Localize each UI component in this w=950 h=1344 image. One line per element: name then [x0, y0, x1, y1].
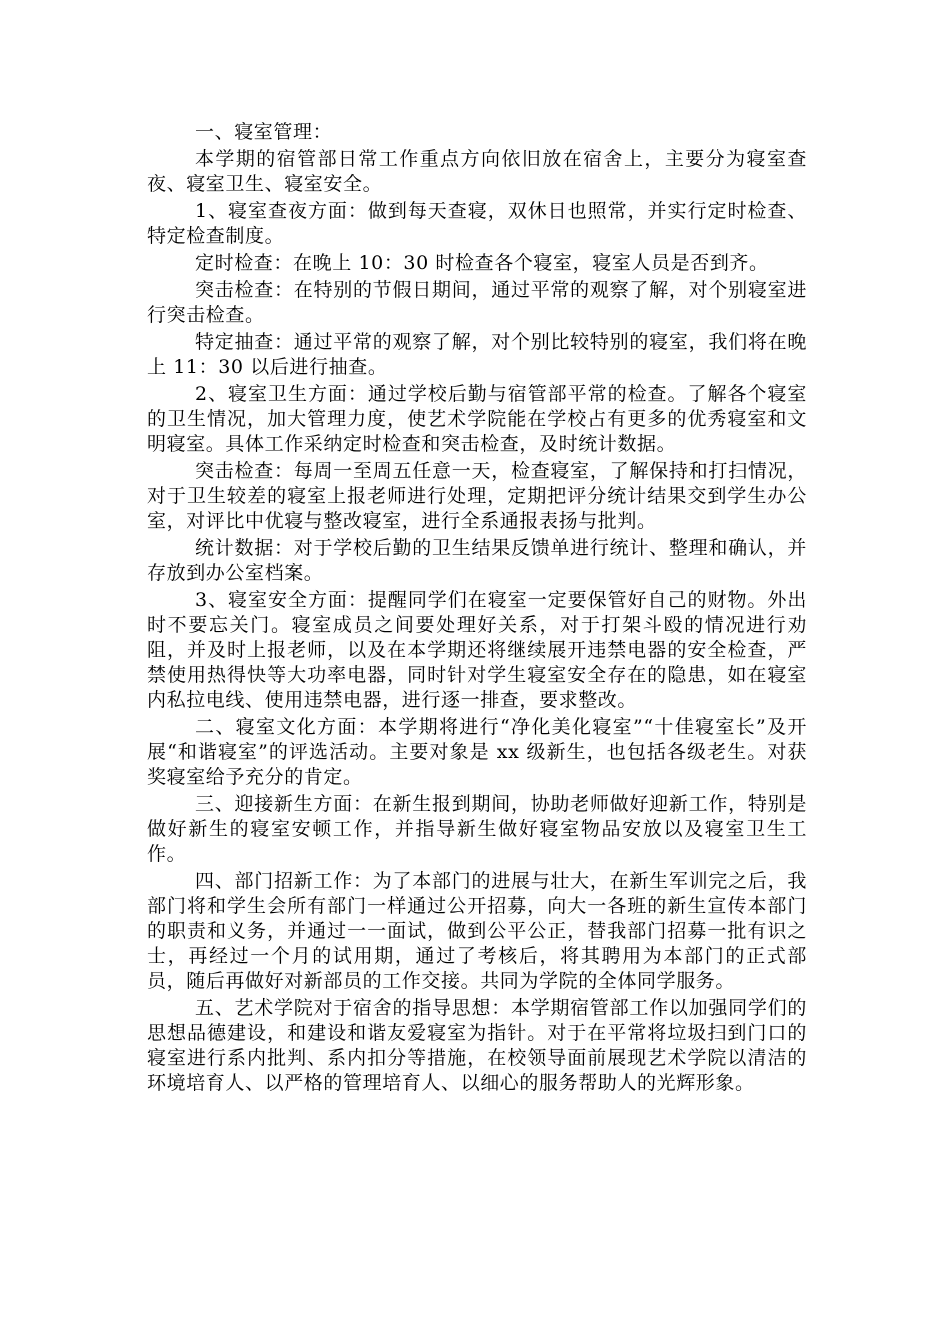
section-recruitment: 四、部门招新工作：为了本部门的进展与壮大，在新生军训完之后，我部门将和学生会所有部门一样通过公开招募，向大一各班的新生宣传本部门的职责和义务，并通过一一面试，做到公平公正，替我部门招募一批有识之士，再经过一个月的试用期，通过了考核后，将其聘用为本部门的正式部员，随后再做好对新部员的工作交接。共同为学院的全体同学服务。	[147, 870, 807, 992]
section-heading-dorm-management: 一、寝室管理：	[195, 121, 333, 143]
section-welcome-freshmen: 三、迎接新生方面：在新生报到期间，协助老师做好迎新工作，特别是做好新生的寝室安顿工作，并指导新生做好寝室物品安放以及寝室卫生工作。	[147, 793, 807, 865]
paragraph-statistics: 统计数据：对于学校后勤的卫生结果反馈单进行统计、整理和确认，并存放到办公室档案。	[147, 537, 807, 584]
paragraph-safety: 3、寝室安全方面：提醒同学们在寝室一定要保管好自己的财物。外出时不要忘关门。寝室成员之间要处理好关系，对于打架斗殴的情况进行劝阻，并及时上报老师，以及在本学期还将继续展开违禁电器的安全检查，严禁使用热得快等大功率电器，同时针对学生寝室安全存在的隐患，如在寝室内私拉电线、使用违禁电器，进行逐一排查，要求整改。	[147, 589, 807, 711]
paragraph-hygiene: 2、寝室卫生方面：通过学校后勤与宿管部平常的检查。了解各个寝室的卫生情况，加大管理力度，使艺术学院能在学校占有更多的优秀寝室和文明寝室。具体工作采纳定时检查和突击检查，及时统计数据。	[147, 383, 807, 455]
section-guiding-ideology: 五、艺术学院对于宿舍的指导思想：本学期宿管部工作以加强同学们的思想品德建设，和建设和谐友爱寝室为指针。对于在平常将垃圾扫到门口的寝室进行系内批判、系内扣分等措施，在校领导面前展现艺术学院以清洁的环境培育人、以严格的管理培育人、以细心的服务帮助人的光辉形象。	[147, 997, 807, 1094]
paragraph-hygiene-surprise-check: 突击检查：每周一至周五任意一天，检查寝室，了解保持和打扫情况，对于卫生较差的寝室上报老师进行处理，定期把评分统计结果交到学生办公室，对评比中优寝与整改寝室，进行全系通报表扬与批判。	[147, 460, 807, 532]
paragraph-scheduled-check: 定时检查：在晚上 10：30 时检查各个寝室，寝室人员是否到齐。	[195, 252, 769, 274]
paragraph-surprise-check: 突击检查：在特别的节假日期间，通过平常的观察了解，对个别寝室进行突击检查。	[147, 279, 807, 326]
document-body	[147, 120, 807, 1098]
paragraph-night-check: 1、寝室查夜方面：做到每天查寝，双休日也照常，并实行定时检查、特定检查制度。	[147, 200, 807, 247]
section-dorm-culture: 二、寝室文化方面：本学期将进行“净化美化寝室”“十佳寝室长”及开展“和谐寝室”的评选活动。主要对象是 xx 级新生，也包括各级老生。对获奖寝室给予充分的肯定。	[147, 716, 807, 788]
paragraph-intro: 本学期的宿管部日常工作重点方向依旧放在宿舍上，主要分为寝室查夜、寝室卫生、寝室安全。	[147, 148, 807, 195]
paragraph-spot-check: 特定抽查：通过平常的观察了解，对个别比较特别的寝室，我们将在晚上 11：30 以后进行抽查。	[147, 331, 807, 378]
